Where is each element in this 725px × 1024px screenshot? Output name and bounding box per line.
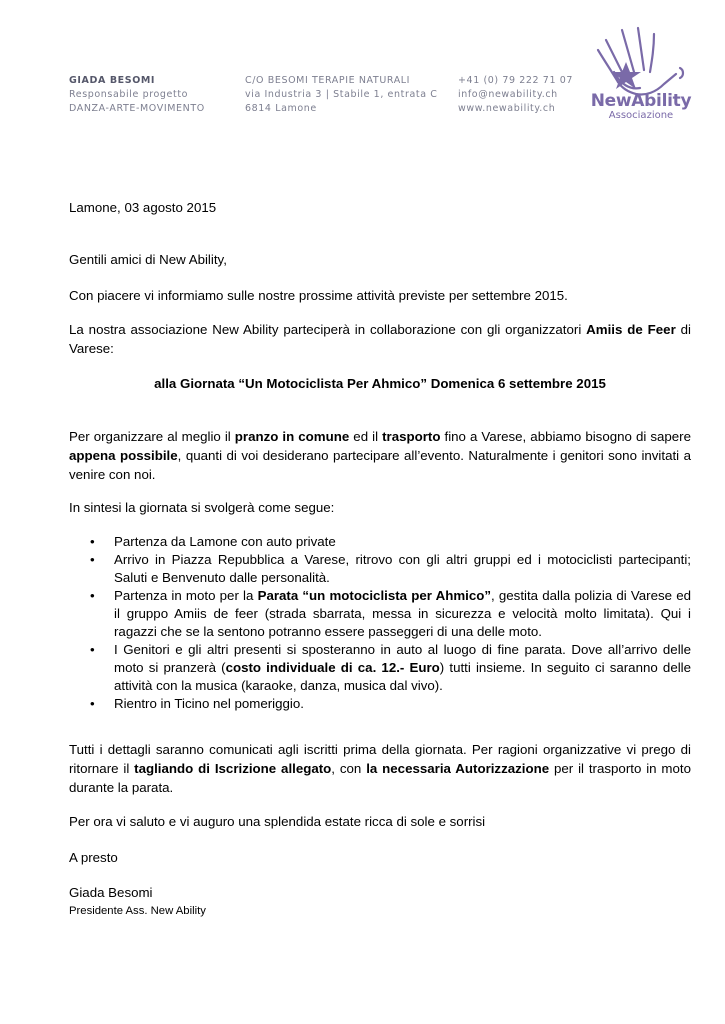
organize-paragraph [69, 427, 691, 484]
sender-name: GIADA BESOMI [69, 75, 156, 86]
list-item-text: Partenza in moto per la [114, 588, 258, 603]
list-item-text: Partenza da Lamone con auto private [114, 534, 336, 549]
list-item [69, 587, 691, 641]
sender-project: DANZA-ARTE-MOVIMENTO [69, 103, 205, 114]
bullet: • [90, 552, 95, 567]
transport: trasporto [382, 429, 441, 444]
bullet: • [90, 588, 95, 603]
sender-role: Responsabile progetto [69, 89, 189, 100]
list-item-text: I Genitori e gli altri presenti si sposteranno in auto al luogo di fine parata. Dove all’arrivo delle moto si pranzerà ( [114, 642, 691, 675]
address-line-1: C/O BESOMI TERAPIE NATURALI [245, 75, 411, 86]
signature-title: Presidente Ass. New Ability [69, 905, 206, 917]
letter-date: Lamone, 03 agosto 2015 [69, 200, 217, 215]
details-text-e: per il trasporto in moto durante la parata. [69, 761, 691, 795]
organize-text-e: fino a Varese, abbiamo bisogno di sapere [440, 429, 691, 444]
organize-text-c: ed il [349, 429, 383, 444]
bullet: • [90, 642, 95, 657]
header-sender-block [69, 74, 205, 116]
logo-text [586, 92, 696, 122]
collab-text-a: La nostra associazione New Ability parteciperà in collaborazione con gli organizzatori [69, 322, 587, 337]
phone-number: +41 (0) 79 222 71 07 [458, 75, 574, 86]
address-line-2: via Industria 3 | Stabile 1, entrata C [245, 89, 438, 100]
organizer-name: Amiis de Feer [586, 322, 676, 337]
address-line-3: 6814 Lamone [245, 103, 317, 114]
list-item [69, 641, 691, 695]
organize-text-a: Per organizzare al meglio il [69, 429, 235, 444]
parade-name: Parata “un motociclista per Ahmico” [257, 588, 492, 603]
closing-line: A presto [69, 850, 118, 865]
collaboration-paragraph [69, 320, 691, 358]
summary-line: In sintesi la giornata si svolgerà come segue: [69, 500, 335, 515]
lunch-cost: costo individuale di ca. 12.- Euro [225, 660, 440, 675]
event-title: alla Giornata “Un Motociclista Per Ahmico” Domenica 6 settembre 2015 [154, 376, 606, 391]
shared-lunch: pranzo in comune [234, 429, 350, 444]
details-text-c: , con [331, 761, 367, 776]
list-item [69, 551, 691, 587]
header-contact-block [458, 74, 573, 116]
list-item-text: Arrivo in Piazza Repubblica a Varese, ritrovo con gli altri gruppi ed i motociclisti partecipanti; Saluti e Benvenuto dalle personalità. [114, 552, 691, 585]
letter-intro: Con piacere vi informiamo sulle nostre prossime attività previste per settembre 2015. [69, 288, 568, 303]
list-item-text: ) tutti insieme. In seguito ci saranno delle attività con la musica (karaoke, danza, musica dal vivo). [114, 660, 692, 693]
list-item [69, 695, 691, 713]
logo-name: NewAbility [590, 91, 692, 111]
bullet: • [90, 696, 95, 711]
letter-greeting: Gentili amici di New Ability, [69, 252, 227, 267]
details-text-a: Tutti i dettagli saranno comunicati agli iscritti prima della giornata. Per ragioni organizzative vi prego di ritornare il [69, 742, 691, 776]
logo-subtitle: Associazione [608, 110, 674, 121]
bullet: • [90, 534, 95, 549]
list-item-text: , gestita dalla polizia di Varese ed il gruppo Amiis de feer (strada sbarrata, messa in sicurezza e velocità molto limitata). Qui i ragazzi che se la sentono potranno essere passeggeri di una delle moto. [114, 588, 692, 639]
email-address: info@newability.ch [458, 89, 558, 100]
registration-slip: tagliando di Iscrizione allegato [134, 761, 332, 776]
organize-text-g: , quanti di voi desiderano partecipare all’evento. Naturalmente i genitori sono invitati a venire con noi. [69, 448, 691, 482]
website-url: www.newability.ch [458, 103, 556, 114]
schedule-list [69, 533, 691, 713]
list-item-text: Rientro in Ticino nel pomeriggio. [114, 696, 304, 711]
details-paragraph [69, 740, 691, 797]
list-item [69, 533, 691, 551]
signature-name: Giada Besomi [69, 885, 153, 900]
farewell-line: Per ora vi saluto e vi auguro una splendida estate ricca di sole e sorrisi [69, 814, 486, 829]
header-address-block [245, 74, 437, 116]
collab-text-c: di Varese: [69, 322, 691, 356]
asap: appena possibile [69, 448, 178, 463]
authorization: la necessaria Autorizzazione [366, 761, 550, 776]
